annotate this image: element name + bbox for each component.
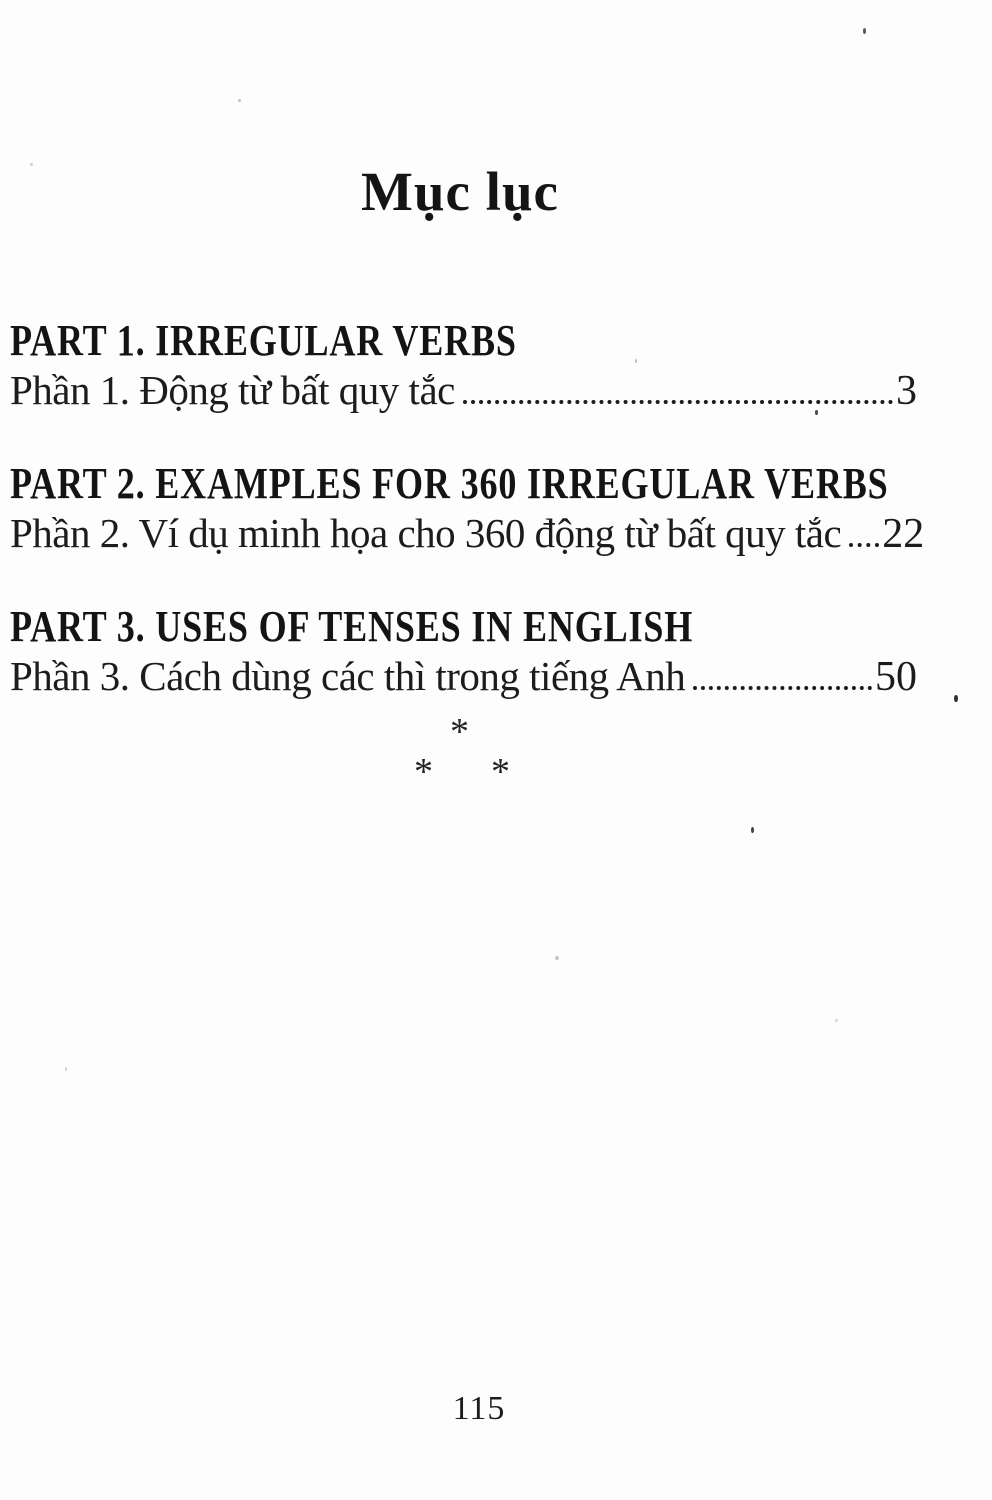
asterisk-glyph: * [414,751,433,793]
toc-entry-heading: PART 3. USES OF TENSES IN ENGLISH [10,602,694,651]
toc-entry-heading: PART 2. EXAMPLES FOR 360 IRREGULAR VERBS [10,459,889,508]
dotted-leader [693,686,872,690]
toc-entry-subtitle: Phần 1. Động từ bất quy tắc [10,367,455,413]
toc-entry [10,604,917,703]
dotted-leader [463,400,893,404]
asterisk-glyph: * [491,751,510,793]
table-of-contents [10,316,925,747]
scan-speck [751,827,754,833]
scan-speck [835,1019,838,1022]
scan-speck [863,28,866,34]
asterisk-ornament [0,712,992,792]
asterisk-glyph: * [450,711,469,753]
toc-entry-heading: PART 1. IRREGULAR VERBS [10,316,517,365]
page-title: Mục lục [361,161,559,222]
ornament-row-bottom [0,752,992,792]
scan-speck [815,410,818,415]
toc-entry-page-number: 50 [875,654,917,700]
dotted-leader [849,543,879,547]
ornament-row-top [0,712,992,752]
toc-entry [10,318,917,417]
toc-entry-row [10,507,925,560]
toc-entry-subtitle: Phần 3. Cách dùng các thì trong tiếng Anh [10,653,686,699]
toc-entry-row [10,650,917,703]
toc-entry-subtitle: Phần 2. Ví dụ minh họa cho 360 động từ bất quy tắc [10,510,842,556]
toc-entry-page-number: 22 [882,511,925,557]
toc-entry [10,459,925,560]
scan-speck [954,695,958,702]
scan-speck [30,163,33,166]
scan-speck [65,1067,67,1071]
scan-speck [635,359,637,363]
toc-entry-row [10,364,917,417]
scan-speck [555,956,559,960]
folio-page-number: 115 [452,1390,506,1427]
toc-entry-page-number: 3 [896,368,917,414]
scan-speck [238,99,241,102]
